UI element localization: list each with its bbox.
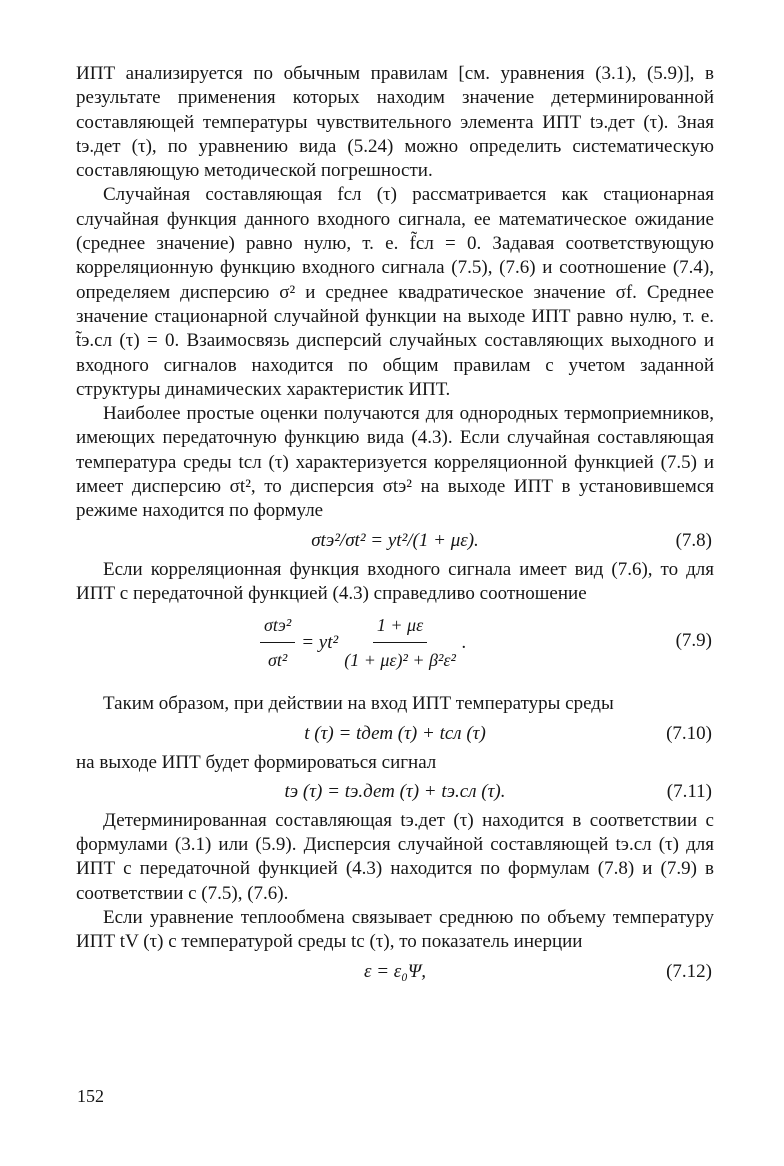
equation-7-9-number: (7.9) xyxy=(675,630,712,652)
equation-7-9-rhs-numerator: 1 + με xyxy=(373,610,427,643)
equation-7-9-middle: = yt² xyxy=(301,631,339,653)
equation-7-8 xyxy=(76,524,714,558)
equation-7-9-lhs-fraction xyxy=(260,610,295,675)
paragraph-4: Если корреляционная функция входного сигнала имеет вид (7.6), то для ИПТ с передаточной функцией (4.3) справедливо соотношение xyxy=(76,558,714,604)
equation-7-10-number: (7.10) xyxy=(666,722,712,744)
paragraph-1: ИПТ анализируется по обычным правилам [см. уравнения (3.1), (5.9)], в результате применения которых находим значение детерминированной составляющей температуры чувствительного элемента ИПТ tэ.дет (τ). Зная tэ.дет (τ), по уравнению вида (5.24) можно определить систематическую составляющую методической погрешности. xyxy=(76,63,714,182)
paragraph-3: Наиболее простые оценки получаются для однородных термоприемников, имеющих передаточную функцию вида (4.3). Если случайная составляющая температура среды tсл (τ) характеризуется корреляционной функцией (7.5) и имеет дисперсию σt², то дисперсия σtэ² на выходе ИПТ в установившемся режиме находится по формуле xyxy=(76,403,714,522)
equation-7-9-body xyxy=(254,610,467,675)
paragraph-2: Случайная составляющая fсл (τ) рассматривается как стационарная случайная функция данного входного сигнала, ее математическое ожидание (среднее значение) равно нулю, т. е. f̃сл = 0. Задавая соответствующую корреляционную функцию входного сигнала (7.5), (7.6) и соотношение (7.4), определяем дисперсию σ² и среднее квадратическое значение σf. Среднее значение стационарной случайной функции на выходе ИПТ равно нулю, т. е. t̃э.сл (τ) = 0. Взаимосвязь дисперсий случайных составляющих выходного и входного сигналов находится по общим правилам с учетом заданной структуры динамических характеристик ИПТ. xyxy=(76,184,714,400)
equation-7-12-number: (7.12) xyxy=(666,960,712,982)
equation-7-9-lhs-numerator: σtэ² xyxy=(260,610,295,643)
equation-7-12 xyxy=(76,955,714,989)
page-number: 152 xyxy=(77,1086,104,1106)
equation-7-11-expression: tэ (τ) = tэ.дет (τ) + tэ.сл (τ). xyxy=(284,780,506,802)
equation-7-8-number: (7.8) xyxy=(675,529,712,551)
equation-7-12-expression: ε = ε₀Ψ, xyxy=(363,960,426,982)
equation-7-8-expression: σtэ²/σt² = yt²/(1 + με). xyxy=(311,529,479,551)
equation-7-9-rhs-denominator: (1 + με)² + β²ε² xyxy=(344,650,456,671)
equation-7-9-lhs-denominator: σt² xyxy=(267,650,288,671)
paragraph-5: Таким образом, при действии на вход ИПТ температуры среды xyxy=(103,693,614,715)
equation-7-11-number: (7.11) xyxy=(666,780,712,802)
equation-7-9-rhs-fraction xyxy=(344,610,456,675)
paragraph-7: Детерминированная составляющая tэ.дет (τ) находится в соответствии с формулами (3.1) или (5.9). Дисперсия случайной составляющей tэ.сл (τ) для ИПТ с передаточной функцией (4.3) находится по формулам (7.8) и (7.9) в соответствии с (7.5), (7.6). xyxy=(76,809,714,904)
paragraph-6: на выходе ИПТ будет формироваться сигнал xyxy=(76,751,437,773)
equation-7-9 xyxy=(76,606,714,686)
equation-7-10 xyxy=(76,717,714,751)
equation-7-11 xyxy=(76,775,714,809)
page-body xyxy=(76,62,714,989)
paragraph-8: Если уравнение теплообмена связывает среднюю по объему температуру ИПТ tV (τ) с температурой среды tc (τ), то показатель инерции xyxy=(76,907,714,953)
equation-7-10-expression: t (τ) = tдет (τ) + tсл (τ) xyxy=(304,722,486,744)
equation-7-9-tail: . xyxy=(461,631,467,653)
